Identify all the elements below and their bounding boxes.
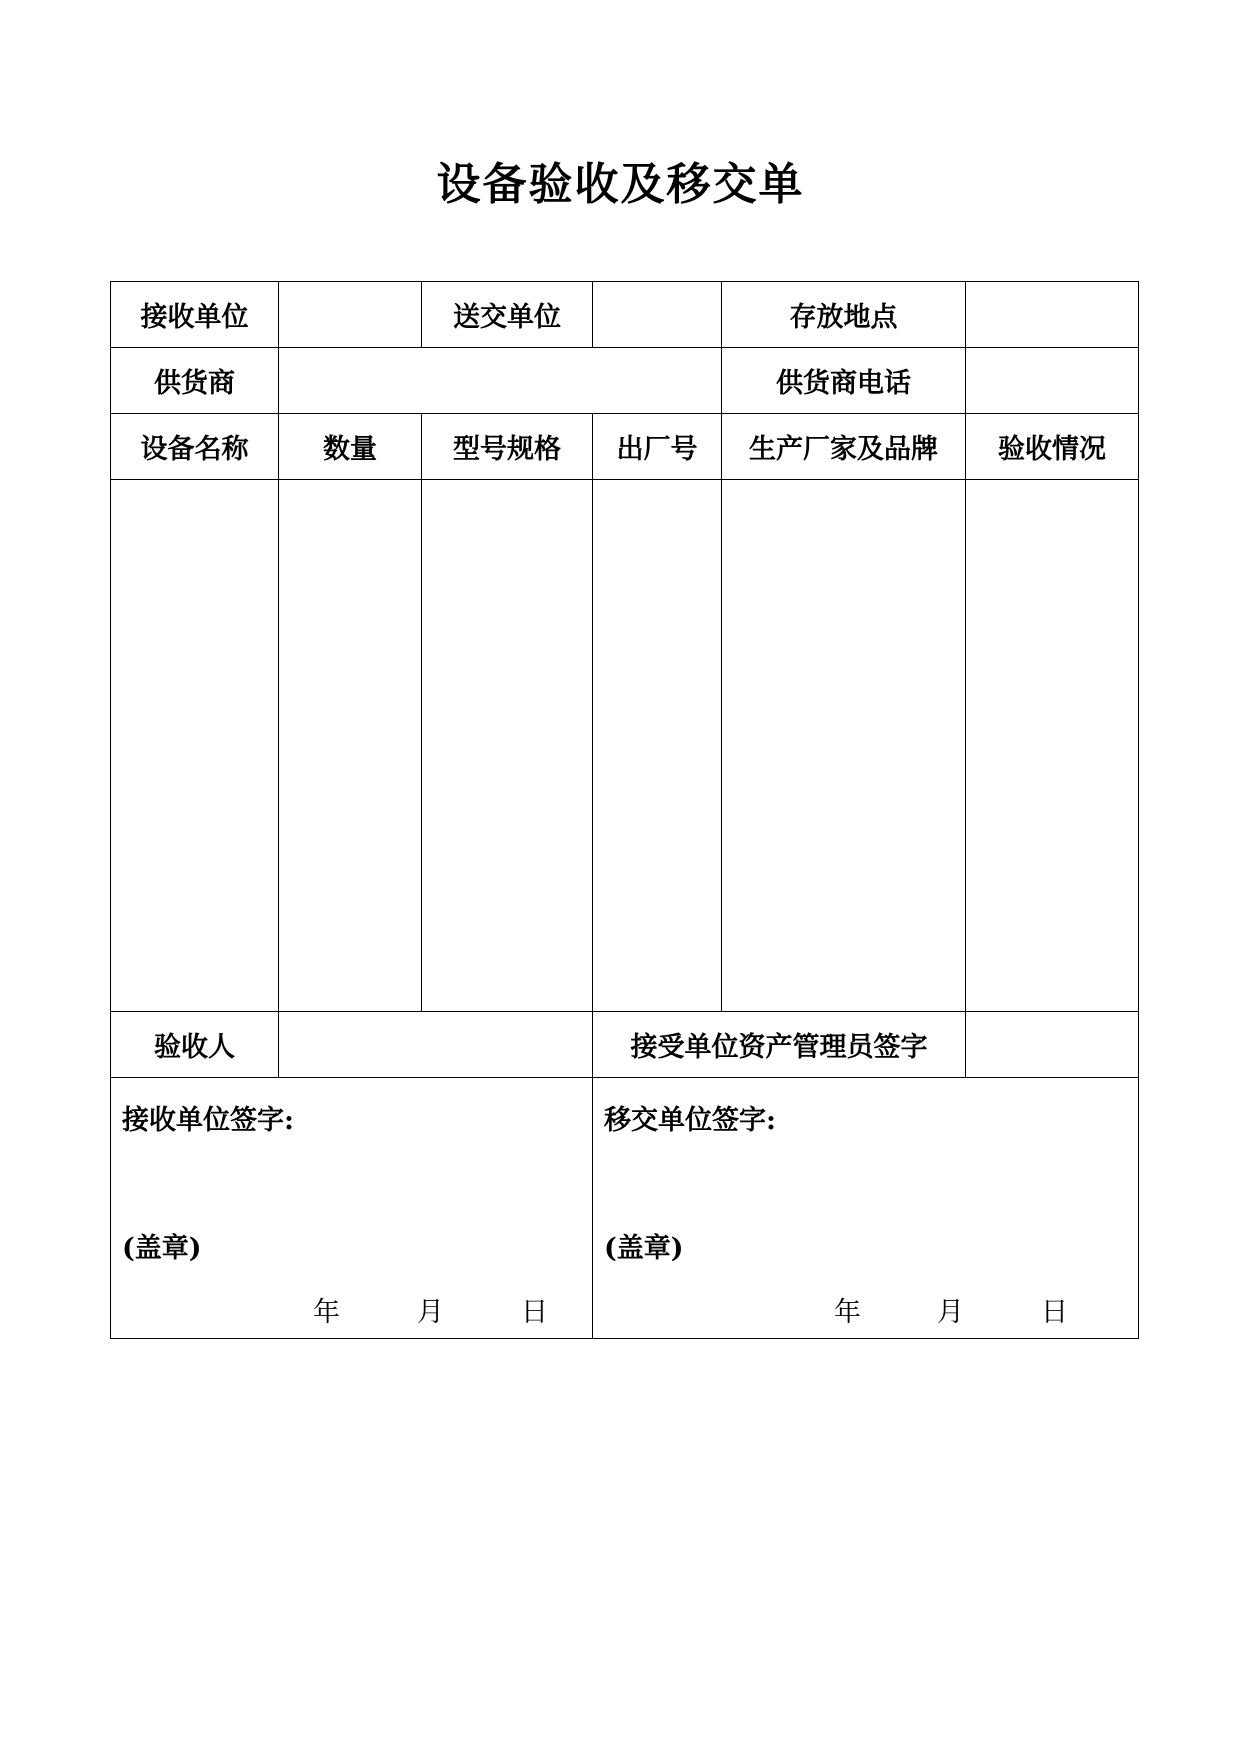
quantity-field[interactable] bbox=[279, 480, 422, 1012]
column-header-manufacturer-brand: 生产厂家及品牌 bbox=[722, 414, 966, 480]
receiving-signature-label: 接收单位签字: bbox=[122, 1105, 294, 1136]
model-spec-field[interactable] bbox=[422, 480, 593, 1012]
page-title: 设备验收及移交单 bbox=[436, 159, 805, 210]
table-row bbox=[111, 348, 1139, 414]
deliver-unit-label: 送交单位 bbox=[422, 282, 593, 348]
receiving-seal-label: (盖章) bbox=[122, 1233, 202, 1264]
table-row bbox=[111, 282, 1139, 348]
storage-location-label: 存放地点 bbox=[722, 282, 966, 348]
receiving-date-day: 日 bbox=[521, 1297, 548, 1328]
column-header-model-spec: 型号规格 bbox=[422, 414, 593, 480]
equipment-name-field[interactable] bbox=[111, 480, 279, 1012]
column-header-serial-number: 出厂号 bbox=[593, 414, 722, 480]
storage-location-field[interactable] bbox=[966, 282, 1139, 348]
receive-unit-field[interactable] bbox=[279, 282, 422, 348]
acceptance-form-table bbox=[110, 281, 1139, 1339]
receiving-date-month: 月 bbox=[417, 1297, 444, 1328]
column-header-equipment-name: 设备名称 bbox=[111, 414, 279, 480]
deliver-unit-field[interactable] bbox=[593, 282, 722, 348]
transferring-signature-label: 移交单位签字: bbox=[604, 1105, 776, 1136]
transferring-seal-label: (盖章) bbox=[604, 1233, 684, 1264]
transferring-date-year: 年 bbox=[834, 1297, 861, 1328]
supplier-label: 供货商 bbox=[111, 348, 279, 414]
column-header-acceptance-status: 验收情况 bbox=[966, 414, 1139, 480]
receiving-signature-cell[interactable] bbox=[111, 1078, 593, 1339]
receiving-date-year: 年 bbox=[313, 1297, 340, 1328]
supplier-field[interactable] bbox=[279, 348, 722, 414]
inspector-label: 验收人 bbox=[111, 1012, 279, 1078]
supplier-phone-label: 供货商电话 bbox=[722, 348, 966, 414]
receive-unit-label: 接收单位 bbox=[111, 282, 279, 348]
manufacturer-brand-field[interactable] bbox=[722, 480, 966, 1012]
transferring-date-month: 月 bbox=[937, 1297, 964, 1328]
equipment-entry-row bbox=[111, 480, 1139, 1012]
acceptance-status-field[interactable] bbox=[966, 480, 1139, 1012]
table-row bbox=[111, 1012, 1139, 1078]
serial-number-field[interactable] bbox=[593, 480, 722, 1012]
column-header-row bbox=[111, 414, 1139, 480]
transferring-date-day: 日 bbox=[1041, 1297, 1068, 1328]
supplier-phone-field[interactable] bbox=[966, 348, 1139, 414]
column-header-quantity: 数量 bbox=[279, 414, 422, 480]
transferring-signature-cell[interactable] bbox=[593, 1078, 1139, 1339]
inspector-field[interactable] bbox=[279, 1012, 593, 1078]
signature-row bbox=[111, 1078, 1139, 1339]
asset-manager-signature-field[interactable] bbox=[966, 1012, 1139, 1078]
asset-manager-signature-label: 接受单位资产管理员签字 bbox=[593, 1012, 966, 1078]
